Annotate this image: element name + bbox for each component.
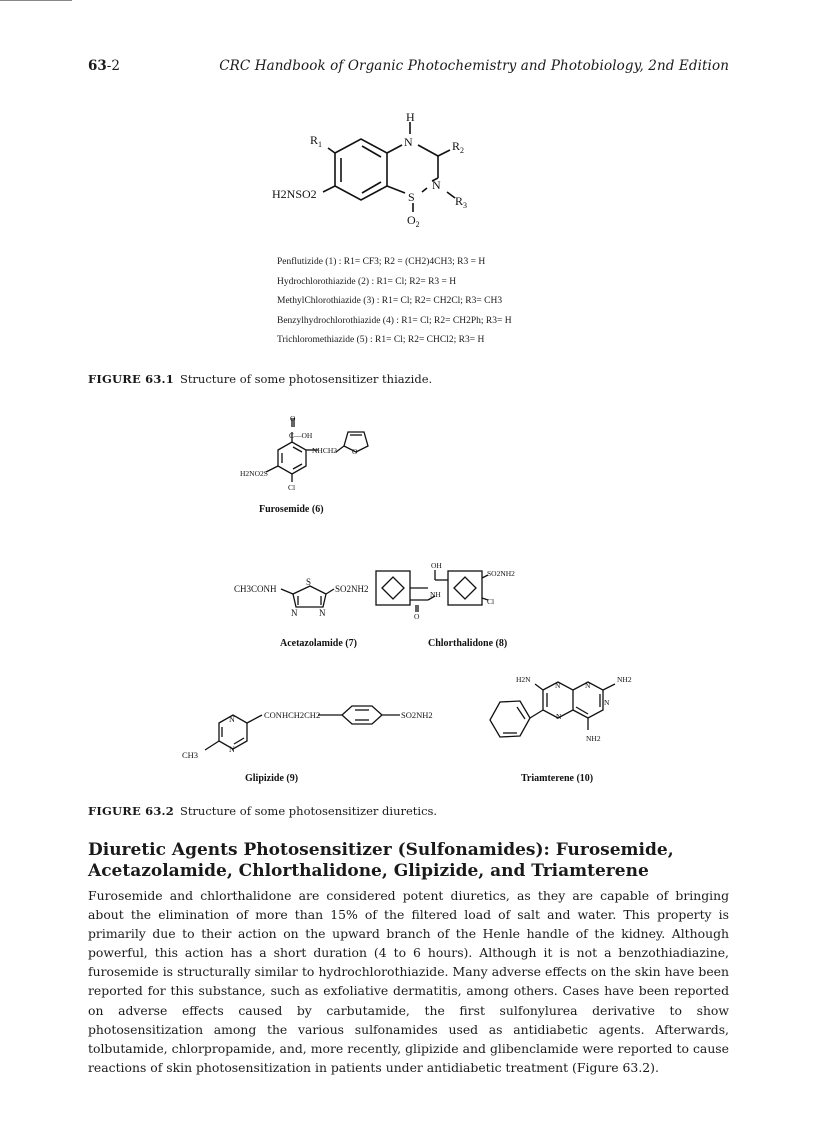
acetazolamide-s: S (306, 577, 312, 587)
acetazolamide-n1: N (291, 608, 298, 618)
label-o2: $O_2$ (407, 213, 420, 229)
triamterene-n1: N (555, 681, 561, 690)
chlorthalidone-so2nh2: SO2NH2 (487, 569, 515, 578)
legend-item: MethylChlorothiazide (3) : R1= Cl; R2= CH2Cl; R3= CH3 (277, 296, 503, 306)
page-header (88, 58, 729, 78)
legend-item: Hydrochlorothiazide (2) : R1= Cl; R2= R3 = H (277, 276, 457, 287)
furosemide-name: Furosemide (6) (259, 504, 324, 515)
section-heading: Diuretic Agents Photosensitizer (Sulfonamides): Furosemide, Acetazolamide, Chlorthalidone, Glipizide, and Triamterene (88, 840, 674, 881)
glipizide-chain: CONHCH2CH2 (264, 710, 321, 720)
glipizide-name: Glipizide (9) (245, 773, 299, 784)
furosemide-o: O (290, 414, 296, 423)
glipizide-ch3: CH3 (182, 750, 199, 760)
label-r2: $R_2$ (452, 139, 465, 155)
label-h: H (406, 110, 415, 124)
acetazolamide-n2: N (319, 608, 326, 618)
label-n2: N (432, 178, 441, 192)
chlorthalidone-cl: Cl (487, 597, 495, 606)
triamterene-nh2-top: NH2 (617, 675, 632, 684)
body-paragraph: Furosemide and chlorthalidone are considered potent diuretics, as they are capable of bringing about the elimination of more than 15% of the filtered load of salt and water. This property is primarily due to their action on the upward branch of the Henle handle of the kidney. Although powerful, this action has a short duration (4 to 6 hours). Although it is not a benzothiadiazine, furosemide is structurally similar to hydrochlorothiazide. Many adverse effects on the skin have been reported for this substance, such as exfoliative dermatitis, among others. Cases have been reported on adverse effects caused by carbutamide, the first sulfonylurea derivative to show photosensitization among the various sulfonamides used as antidiabetic agents. Afterwards, tolbutamide, chlorpropamide, and, more recently, glipizide and glibenclamide were reported to cause reactions of skin photosensitization in patients under antidiabetic treatment (Figure 63.2). (88, 888, 729, 1075)
triamterene-nh2-bottom: NH2 (586, 734, 601, 743)
figure-63-1-caption: FIGURE 63.1 Structure of some photosensitizer thiazide. (88, 372, 433, 386)
acetazolamide-right: SO2NH2 (335, 584, 369, 594)
figure-63-2-caption: FIGURE 63.2 Structure of some photosensitizer diuretics. (88, 804, 438, 818)
triamterene-name: Triamterene (10) (521, 773, 594, 784)
top-rule (0, 0, 72, 1)
acetazolamide-left: CH3CONH (234, 584, 277, 594)
diuretics-structures (0, 405, 816, 795)
label-n1: N (404, 135, 413, 149)
triamterene-h2n: H2N (516, 675, 531, 684)
legend-item: Benzylhydrochlorothiazide (4) : R1= Cl; R2= CH2Ph; R3= H (277, 315, 512, 326)
furosemide-h2no2s: H2NO2S (240, 469, 268, 478)
legend-item: Trichloromethiazide (5) : R1= Cl; R2= CHCl2; R3= H (277, 335, 485, 345)
acetazolamide-name: Acetazolamide (7) (280, 638, 357, 649)
chlorthalidone-oh: OH (431, 561, 442, 570)
triamterene-n2: N (585, 681, 591, 690)
furosemide-ring-o: O (352, 447, 358, 456)
label-s: S (408, 190, 415, 204)
page-number: 63-2 (88, 58, 120, 74)
triamterene-n4: N (556, 712, 562, 721)
glipizide-n1: N (229, 715, 235, 724)
label-r3: $R_3$ (455, 194, 468, 210)
label-h2nso2: H2NSO2 (272, 187, 317, 201)
legend-item: Penflutizide (1) : R1= CF3; R2 = (CH2)4CH3; R3 = H (277, 257, 486, 267)
chlorthalidone-o: O (414, 612, 420, 621)
glipizide-so2nh2: SO2NH2 (401, 710, 433, 720)
chlorthalidone-name: Chlorthalidone (8) (428, 638, 508, 649)
running-title: CRC Handbook of Organic Photochemistry and Photobiology, 2nd Edition (219, 58, 729, 74)
glipizide-n2: N (229, 745, 235, 754)
triamterene-n3: N (604, 698, 610, 707)
label-r1: $R_1$ (310, 133, 323, 149)
furosemide-nhch2: NHCH2 (312, 446, 338, 455)
thiazide-legend (277, 253, 512, 351)
furosemide-coh: C—OH (289, 431, 313, 440)
furosemide-cl: Cl (288, 483, 296, 492)
chlorthalidone-nh: NH (430, 590, 441, 599)
